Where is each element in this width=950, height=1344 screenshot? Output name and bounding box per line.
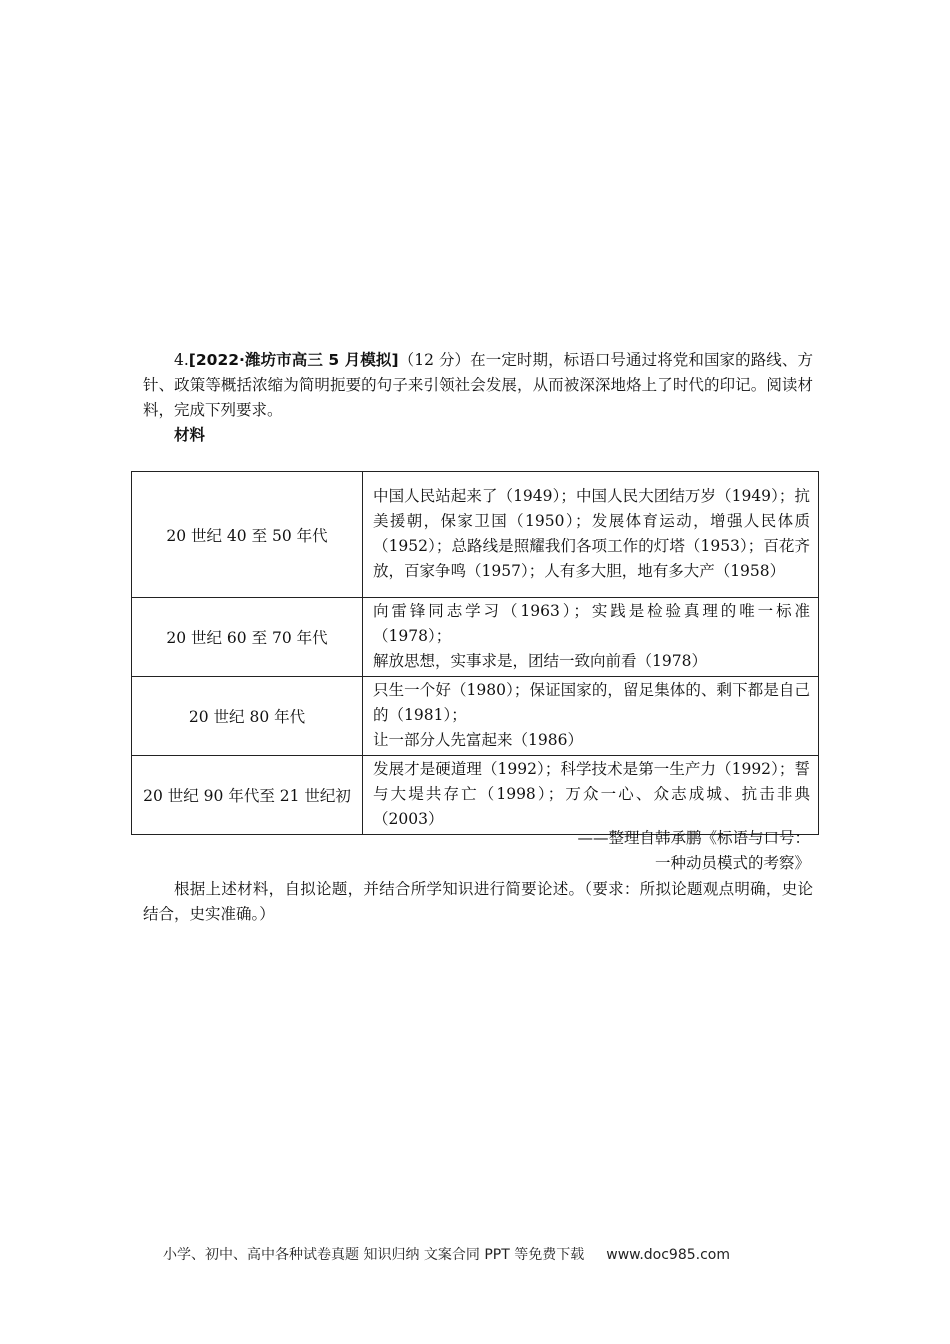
slogan-text: 中国人民站起来了（1949）；中国人民大团结万岁（1949）；抗美援朝，保家卫国（1950）；发展体育运动，增强人民体质（1952）；总路线是照耀我们各项工作的灯塔（1953）；百花齐放，百家争鸣（1957）；人有多大胆，地有多大产（1958） <box>373 487 810 580</box>
period-cell: 20 世纪 40 至 50 年代 <box>132 472 363 598</box>
slogan-text: 向雷锋同志学习（1963）；实践是检验真理的唯一标准（1978）； <box>373 602 810 645</box>
question-text: 在一定时期，标语口号通过将党和国家的路线、方针、政策等概括浓缩为简明扼要的句子来引领社会发展，从而被深深地烙上了时代的印记。阅读材料，完成下列要求。 <box>143 351 813 419</box>
citation-line: 一种动员模式的考察》 <box>654 854 810 872</box>
material-label: 材料 <box>174 426 206 444</box>
citation <box>490 826 810 876</box>
task-instruction: 根据上述材料，自拟论题，并结合所学知识进行简要论述。（要求：所拟论题观点明确，史论结合，史实准确。） <box>143 880 813 923</box>
slogan-text: 发展才是硬道理（1992）；科学技术是第一生产力（1992）；誓与大堤共存亡（1998）；万众一心、众志成城、抗击非典（2003） <box>373 760 810 828</box>
slogan-text: 只生一个好（1980）；保证国家的，留足集体的、剩下都是自己的（1981）； <box>373 681 810 724</box>
question-number: 4. <box>174 351 189 369</box>
table-row <box>132 756 819 835</box>
slogans-cell <box>363 756 819 835</box>
slogan-text: 让一部分人先富起来（1986） <box>373 731 583 749</box>
question-block <box>143 348 813 448</box>
question-source: [2022·潍坊市高三 5 月模拟] <box>188 351 399 369</box>
slogans-cell <box>363 677 819 756</box>
material-table <box>131 471 819 835</box>
table-row <box>132 677 819 756</box>
footer-site-link[interactable]: www.doc985.com <box>606 1247 730 1263</box>
question-stem <box>143 348 813 423</box>
citation-line: ——整理自韩承鹏《标语与口号： <box>577 829 810 847</box>
period-cell: 20 世纪 60 至 70 年代 <box>132 598 363 677</box>
slogans-cell <box>363 598 819 677</box>
question-score: （12 分） <box>398 351 471 369</box>
footer-text: 小学、初中、高中各种试卷真题 知识归纳 文案合同 PPT 等免费下载 <box>163 1247 585 1263</box>
period-cell: 20 世纪 80 年代 <box>132 677 363 756</box>
table-row <box>132 472 819 598</box>
slogan-text: 解放思想，实事求是，团结一致向前看（1978） <box>373 652 707 670</box>
slogans-cell <box>363 472 819 598</box>
footer <box>163 1244 730 1264</box>
table-row <box>132 598 819 677</box>
period-cell: 20 世纪 90 年代至 21 世纪初 <box>132 756 363 835</box>
